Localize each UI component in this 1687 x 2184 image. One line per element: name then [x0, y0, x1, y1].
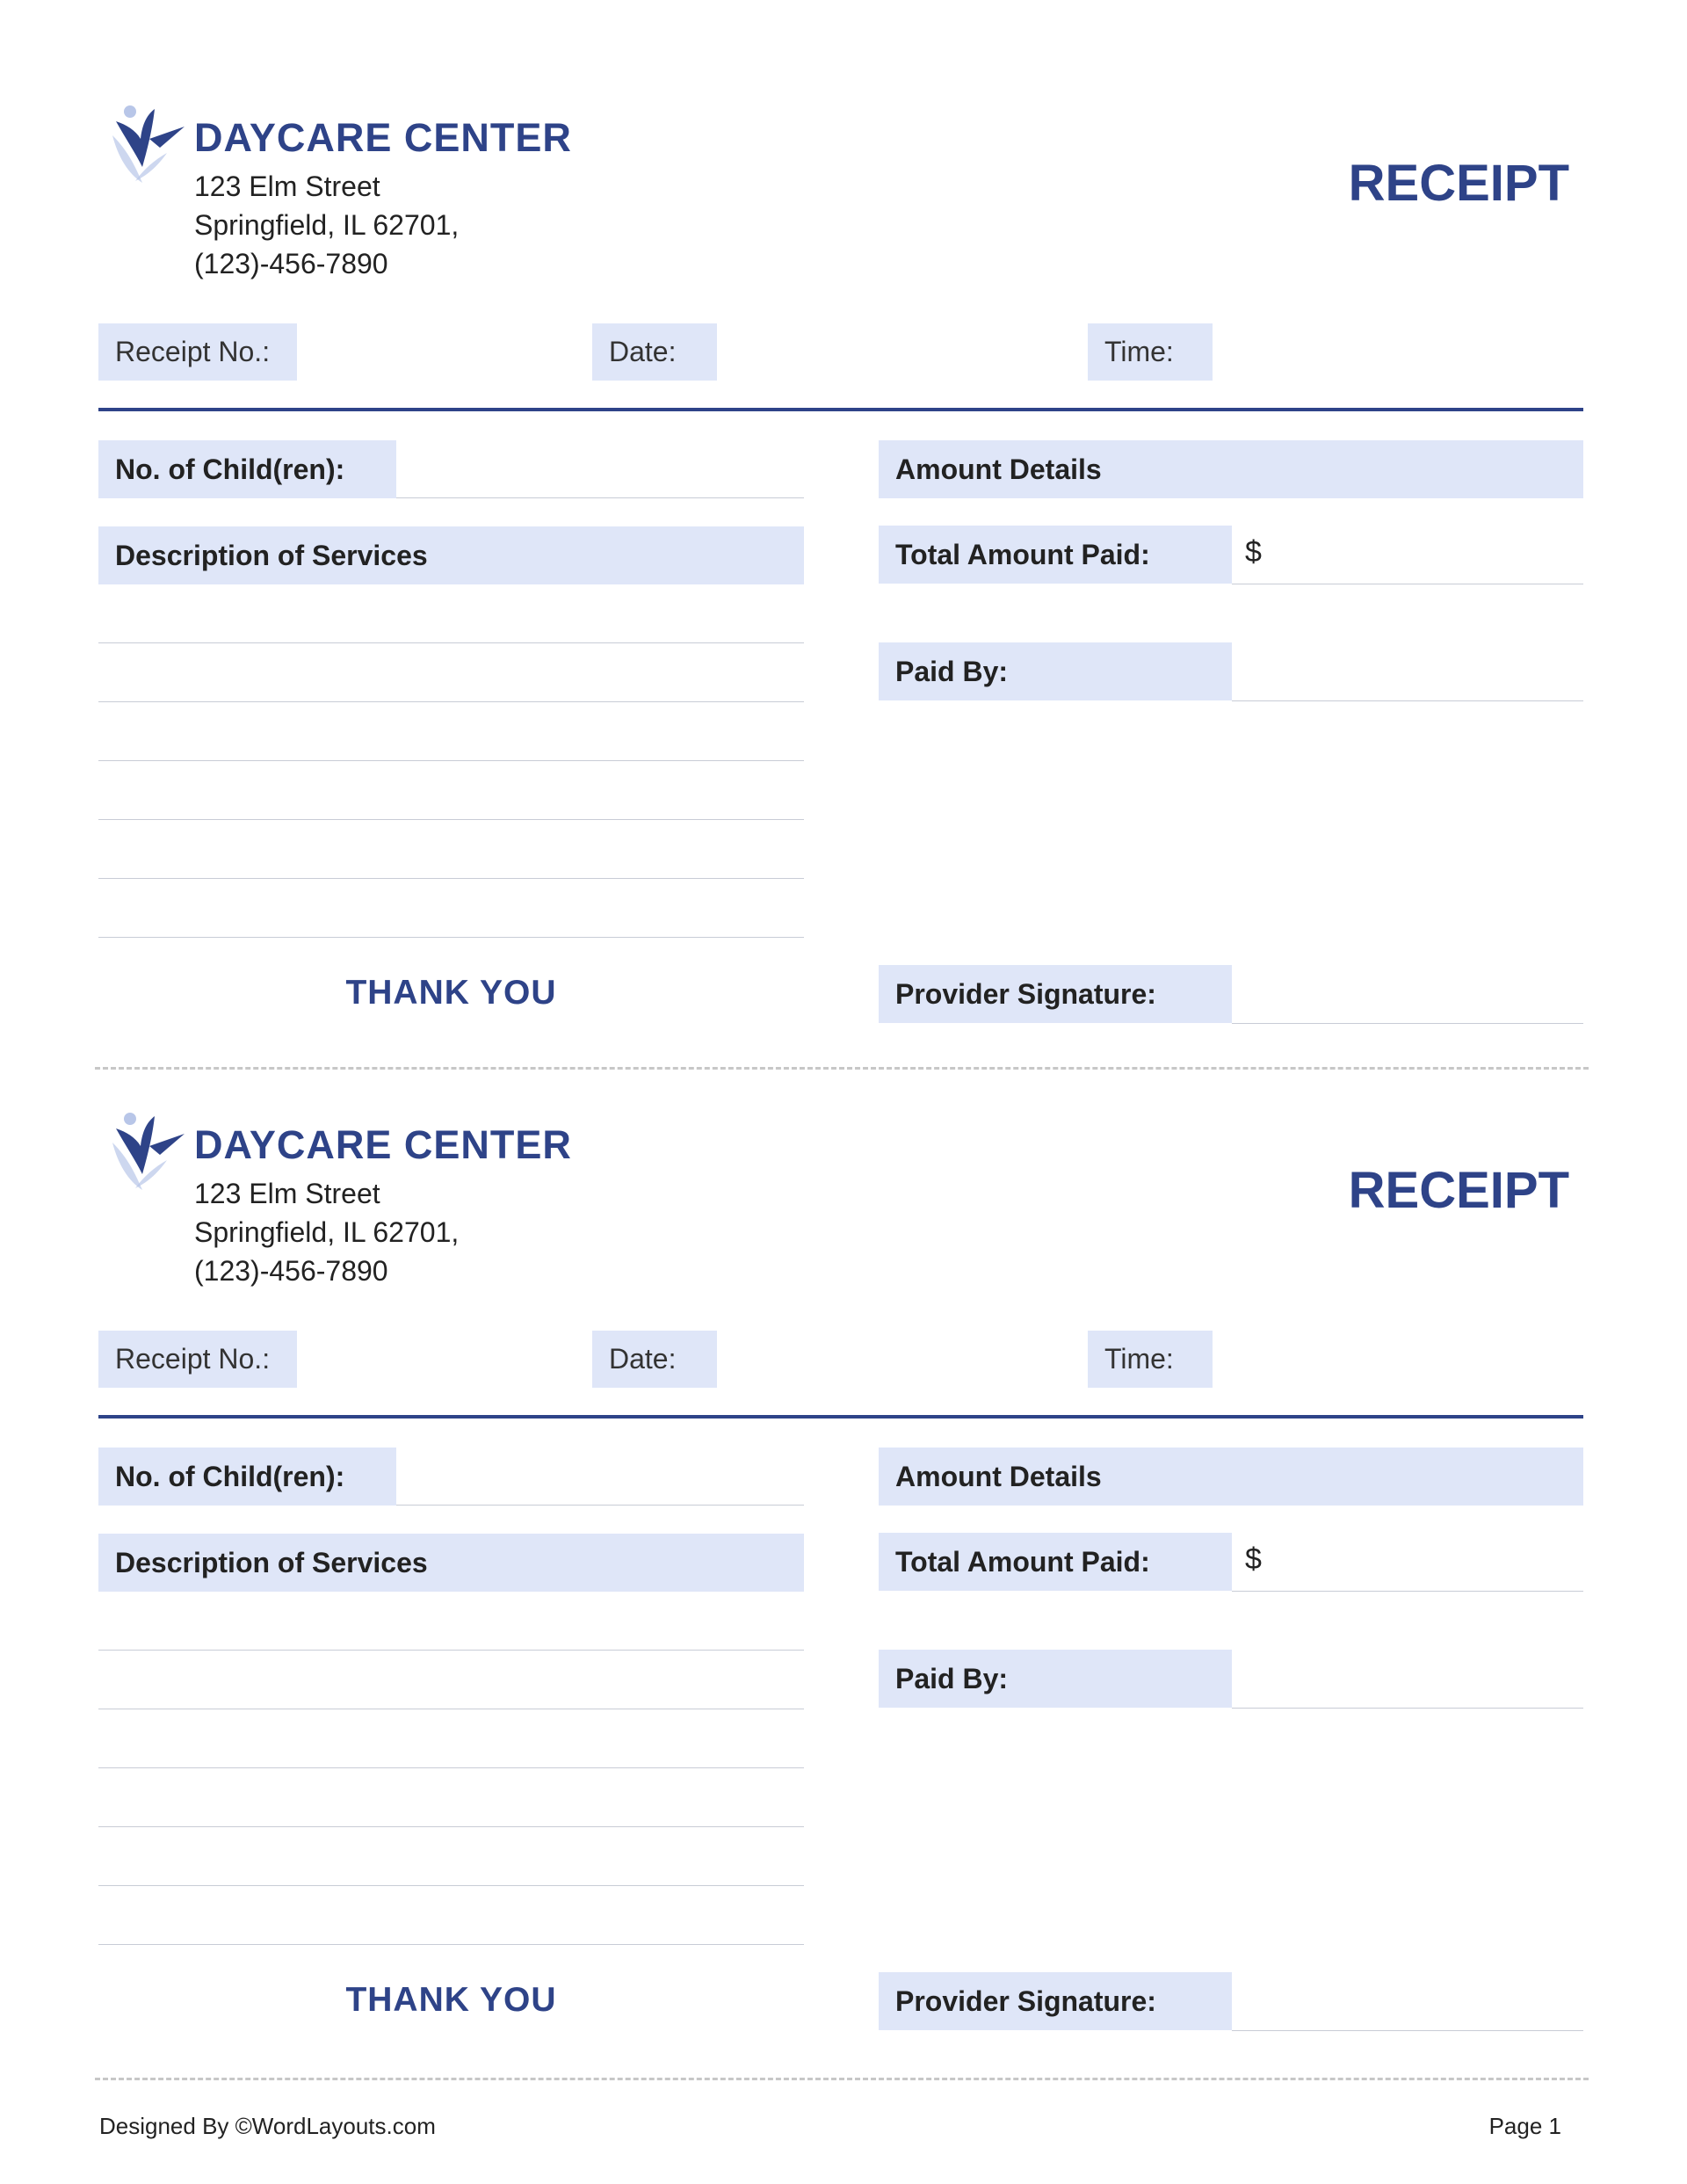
address-street: 123 Elm Street — [194, 1178, 380, 1209]
receipt-title: RECEIPT — [1348, 1162, 1569, 1219]
description-line[interactable] — [98, 760, 804, 761]
description-header: Description of Services — [98, 1534, 804, 1592]
total-paid-label: Total Amount Paid: — [879, 1533, 1232, 1591]
description-line[interactable] — [98, 642, 804, 643]
amount-details-header: Amount Details — [879, 440, 1583, 498]
address-city: Springfield, IL 62701, — [194, 1216, 460, 1248]
currency-symbol: $ — [1245, 535, 1262, 569]
thank-you-text: THANK YOU — [345, 974, 557, 1012]
company-name: DAYCARE CENTER — [194, 115, 572, 160]
receipt-no-field[interactable]: Receipt No.: — [98, 1331, 297, 1388]
signature-label: Provider Signature: — [879, 1972, 1232, 2030]
children-label: No. of Child(ren): — [98, 440, 396, 498]
date-field[interactable]: Date: — [592, 1331, 717, 1388]
time-field[interactable]: Time: — [1088, 323, 1213, 381]
signature-label: Provider Signature: — [879, 965, 1232, 1023]
receipt-2 — [0, 1007, 1687, 2019]
description-line[interactable] — [98, 1826, 804, 1827]
footer-credit: Designed By ©WordLayouts.com — [99, 2113, 436, 2139]
description-line[interactable] — [98, 1650, 804, 1651]
divider — [98, 1415, 1583, 1419]
daycare-logo-icon — [109, 1111, 188, 1192]
thank-you-text: THANK YOU — [345, 1981, 557, 2019]
description-line[interactable] — [98, 937, 804, 938]
receipt-no-field[interactable]: Receipt No.: — [98, 323, 297, 381]
company-name: DAYCARE CENTER — [194, 1122, 572, 1167]
signature-input-line[interactable] — [1232, 2030, 1583, 2031]
paid-by-input-line[interactable] — [1232, 1708, 1583, 1709]
phone-number: (123)-456-7890 — [194, 1255, 388, 1287]
total-paid-label: Total Amount Paid: — [879, 526, 1232, 584]
currency-symbol: $ — [1245, 1542, 1262, 1576]
divider — [98, 408, 1583, 411]
children-label: No. of Child(ren): — [98, 1448, 396, 1506]
date-field[interactable]: Date: — [592, 323, 717, 381]
amount-details-header: Amount Details — [879, 1448, 1583, 1506]
paid-by-label: Paid By: — [879, 642, 1232, 700]
description-line[interactable] — [98, 1767, 804, 1768]
children-input-line[interactable] — [396, 1505, 804, 1506]
children-input-line[interactable] — [396, 497, 804, 498]
description-line[interactable] — [98, 1885, 804, 1886]
page-number: Page 1 — [1488, 2113, 1561, 2139]
description-line[interactable] — [98, 701, 804, 702]
phone-number: (123)-456-7890 — [194, 248, 388, 279]
description-line[interactable] — [98, 1944, 804, 1945]
paid-by-input-line[interactable] — [1232, 700, 1583, 701]
description-line[interactable] — [98, 819, 804, 820]
description-header: Description of Services — [98, 526, 804, 584]
receipt-title: RECEIPT — [1348, 155, 1569, 212]
daycare-logo-icon — [109, 104, 188, 185]
address-street: 123 Elm Street — [194, 171, 380, 202]
paid-by-label: Paid By: — [879, 1650, 1232, 1708]
time-field[interactable]: Time: — [1088, 1331, 1213, 1388]
total-paid-input-line[interactable] — [1232, 1591, 1583, 1592]
address-city: Springfield, IL 62701, — [194, 209, 460, 241]
receipt-1 — [0, 0, 1687, 1012]
cut-line — [95, 2078, 1589, 2080]
description-line[interactable] — [98, 878, 804, 879]
